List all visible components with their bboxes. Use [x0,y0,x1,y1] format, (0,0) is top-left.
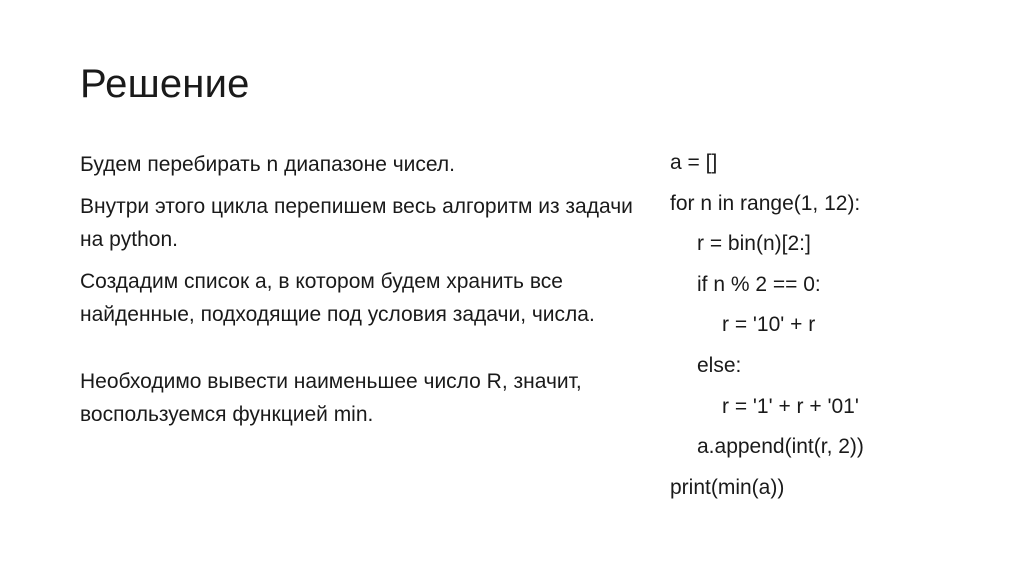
slide-title: Решение [80,62,250,106]
paragraph-iterate: Будем перебирать n диапазоне чисел. [80,153,455,176]
code-line-1: a = [] [670,151,718,174]
paragraph-min: Необходимо вывести наименьшее число R, значит, воспользуемся функцией min. [80,370,582,426]
code-line-4: if n % 2 == 0: [697,272,821,296]
code-block [670,148,1010,513]
code-line-6: else: [697,353,742,377]
paragraph-algorithm: Внутри этого цикла перепишем весь алгоритм из задачи на python. [80,195,633,251]
code-line-5: r = '10' + r [722,313,816,337]
code-line-8: a.append(int(r, 2)) [697,435,864,459]
code-line-2: for n in range(1, 12): [670,191,861,215]
explanation-text [80,148,640,440]
code-line-7: r = '1' + r + '01' [722,394,859,418]
code-line-3: r = bin(n)[2:] [697,232,811,256]
code-line-9: print(min(a)) [670,475,785,499]
paragraph-list: Создадим список а, в котором будем хранить все найденные, подходящие под условия задачи, числа. [80,270,595,326]
